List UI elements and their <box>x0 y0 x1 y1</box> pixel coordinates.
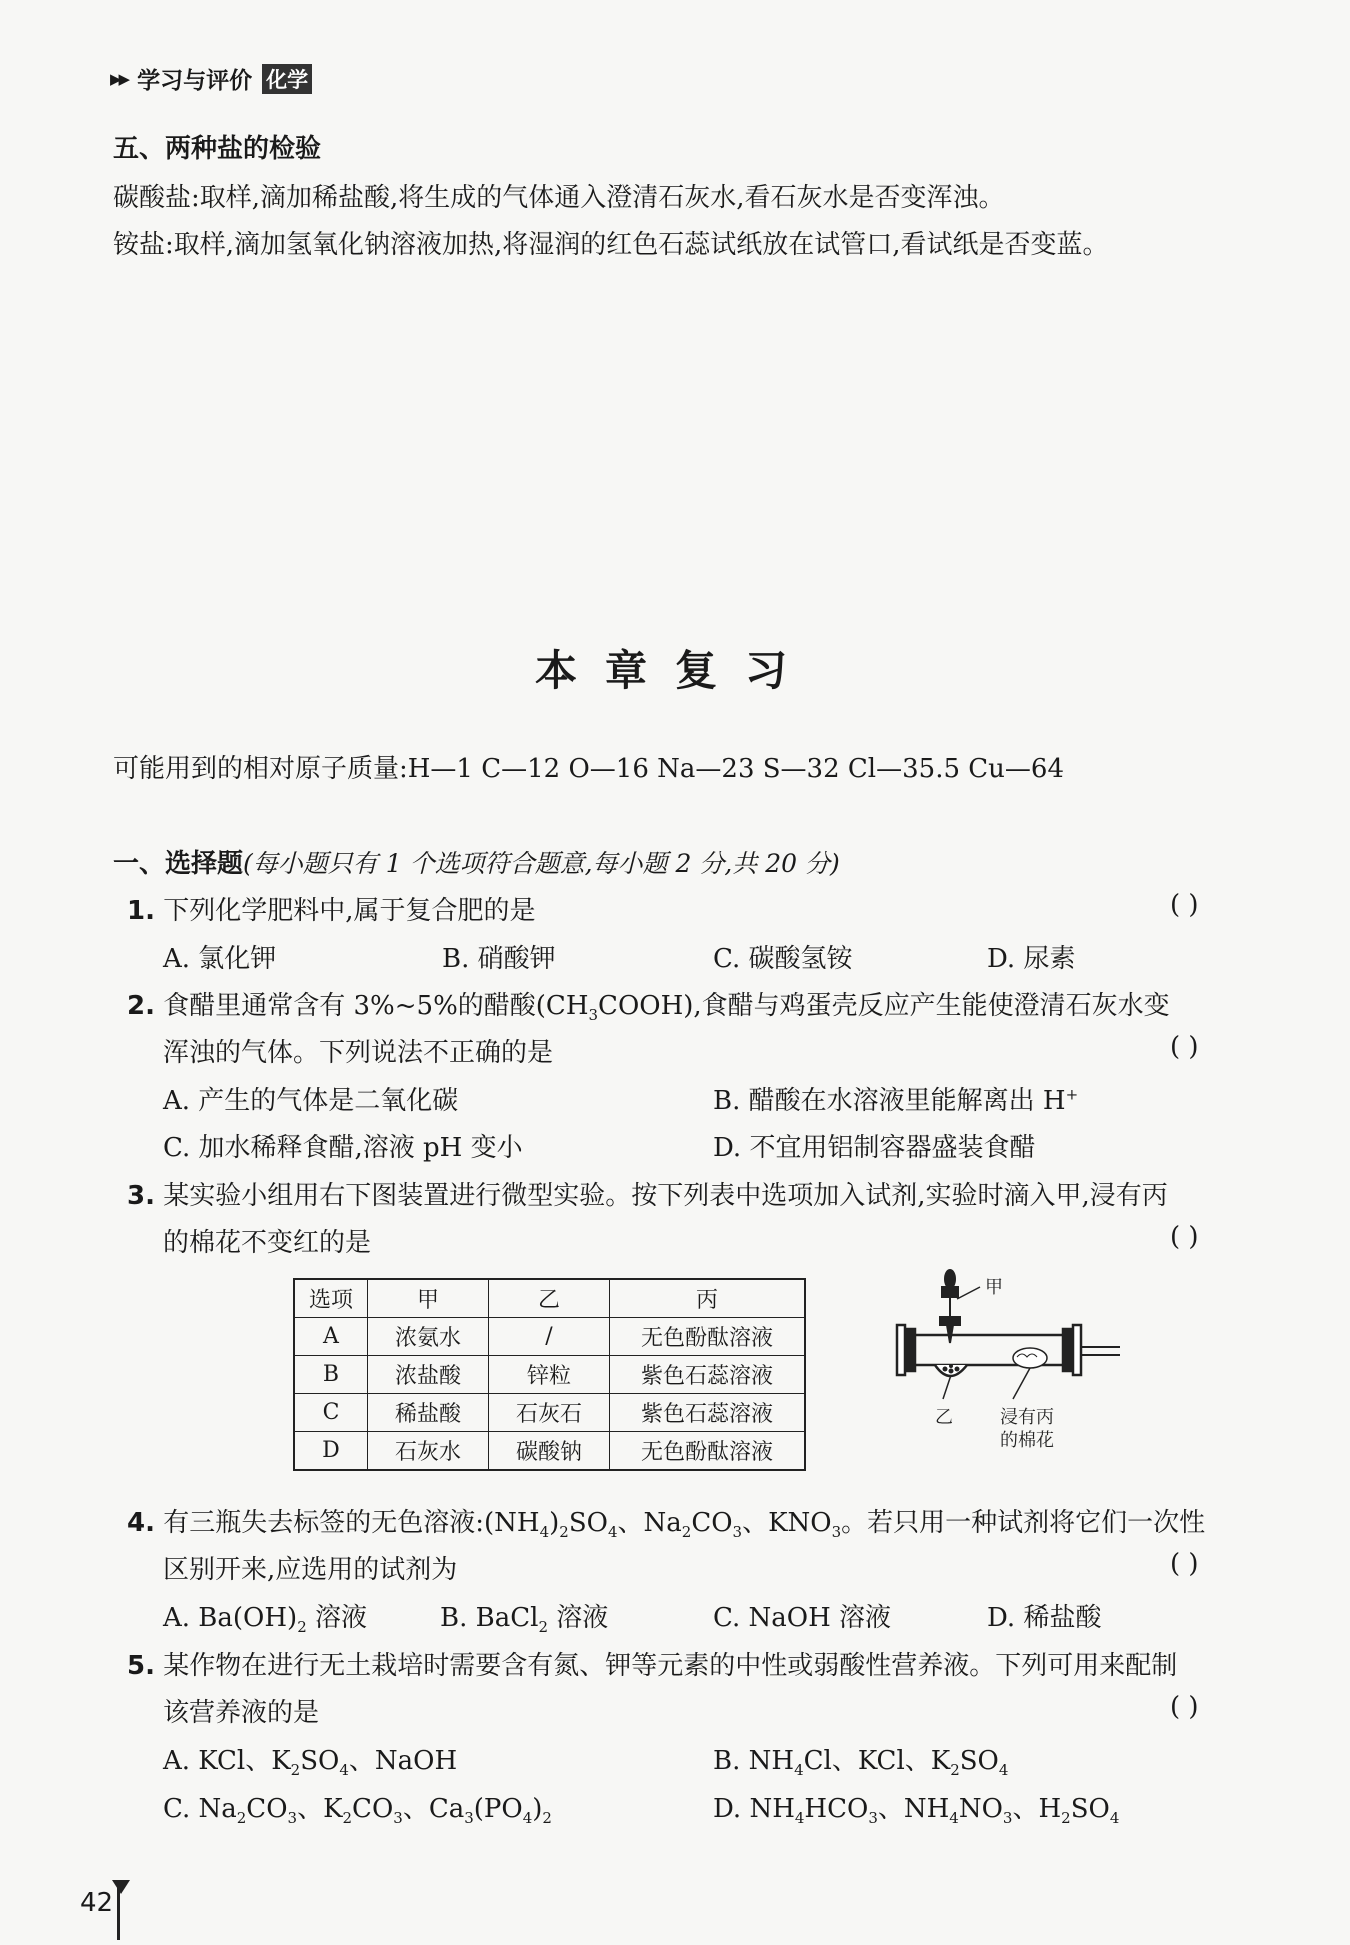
table-cell: 稀盐酸 <box>368 1394 489 1432</box>
options-table <box>293 1278 806 1471</box>
label-yi: 乙 <box>935 1407 953 1428</box>
table-cell: B <box>294 1356 368 1394</box>
option-b: B. 硝酸钾 <box>442 944 556 974</box>
question-2: 2. 食醋里通常含有 3%~5%的醋酸$(CH_3COOH)$,食醋与鸡蛋壳反应产生能使澄清石灰水变 <box>127 991 1170 1025</box>
question-stem-line2: 浑浊的气体。下列说法不正确的是 <box>163 1038 554 1068</box>
option-c: C. 加水稀释食醋,溶液 pH 变小 <box>163 1133 523 1163</box>
part-heading <box>113 843 840 880</box>
table-cell: A <box>294 1318 368 1356</box>
table-header: 乙 <box>489 1279 610 1318</box>
horizontal-tube-icon <box>897 1325 1120 1376</box>
subject-tag: 化学 <box>262 64 312 94</box>
question-5 <box>127 1645 1177 1682</box>
section-title: 五、两种盐的检验 <box>113 134 322 164</box>
table-cell: / <box>489 1318 610 1356</box>
option-a: A. $Ba(OH)_2$ 溶液 <box>163 1603 368 1637</box>
table-row <box>294 1356 805 1394</box>
question-stem-line2: 区别开来,应选用的试剂为 <box>163 1555 458 1585</box>
table-header: 选项 <box>294 1279 368 1318</box>
option-c: C. 碳酸氢铵 <box>713 944 853 974</box>
option-c: C. $Na_2CO_3$、$K_2CO_3$、$Ca_3(PO_4)_2$ <box>163 1794 552 1828</box>
cotton-ball-icon <box>1013 1348 1047 1368</box>
table-row <box>294 1318 805 1356</box>
label-cotton-2: 的棉花 <box>1000 1430 1054 1451</box>
question-1 <box>127 890 536 927</box>
question-4: 4. 有三瓶失去标签的无色溶液$:(NH_4)_2SO_4$、$Na_2CO_3$、$KNO_3$。若只用一种试剂将它们一次性 <box>127 1508 1206 1542</box>
double-arrow-icon: ▶▶ <box>110 69 128 88</box>
question-stem-line2: 的棉花不变红的是 <box>163 1228 372 1258</box>
question-number: 5. <box>127 1651 155 1681</box>
atomic-masses: 可能用到的相对原子质量:H—1 C—12 O—16 Na—23 S—32 Cl—35.5 Cu—64 <box>113 754 1064 784</box>
option-b: B. 醋酸在水溶液里能解离出 H+ <box>713 1085 1079 1116</box>
table-cell: 浓盐酸 <box>368 1356 489 1394</box>
option-d: D. $NH_4HCO_3$、$NH_4NO_3$、$H_2SO_4$ <box>713 1794 1120 1828</box>
page-marker-triangle-icon <box>112 1880 130 1894</box>
question-stem: 某作物在进行无土栽培时需要含有氮、钾等元素的中性或弱酸性营养液。下列可用来配制 <box>163 1651 1178 1681</box>
option-a-text: A. Ba(OH) <box>163 1603 298 1633</box>
option-a: A. KCl、$K_2SO_4$、NaOH <box>163 1746 458 1780</box>
answer-blank[interactable]: ( ) <box>1170 1692 1199 1722</box>
option-a: A. 产生的气体是二氧化碳 <box>163 1086 459 1116</box>
answer-blank[interactable]: ( ) <box>1170 1222 1199 1252</box>
part-note: (每小题只有 1 个选项符合题意,每小题 2 分,共 20 分) <box>243 849 840 878</box>
option-d: D. 不宜用铝制容器盛装食醋 <box>713 1133 1036 1163</box>
table-cell: 无色酚酞溶液 <box>610 1318 806 1356</box>
dropper-icon <box>940 1270 960 1343</box>
chapter-title: 本章复习 <box>534 646 815 695</box>
table-cell: 锌粒 <box>489 1356 610 1394</box>
question-number: 1. <box>127 896 155 926</box>
table-header: 甲 <box>368 1279 489 1318</box>
question-stem: 食醋里通常含有 3%~5%的醋酸(CH <box>163 991 589 1021</box>
option-d: D. 稀盐酸 <box>987 1603 1102 1633</box>
table-cell: 石灰石 <box>489 1394 610 1432</box>
table-cell: 紫色石蕊溶液 <box>610 1356 806 1394</box>
book-header <box>110 62 312 95</box>
label-jia: 甲 <box>985 1277 1003 1298</box>
ammonium-test: 铵盐:取样,滴加氢氧化钠溶液加热,将湿润的红色石蕊试纸放在试管口,看试纸是否变蓝。 <box>113 230 1109 260</box>
question-number: 4. <box>127 1508 155 1538</box>
option-c: C. NaOH 溶液 <box>713 1603 892 1633</box>
answer-blank[interactable]: ( ) <box>1170 1549 1199 1579</box>
table-row <box>294 1394 805 1432</box>
table-cell: 紫色石蕊溶液 <box>610 1394 806 1432</box>
answer-blank[interactable]: ( ) <box>1170 890 1199 920</box>
table-header: 丙 <box>610 1279 806 1318</box>
label-cotton-1: 浸有丙 <box>1000 1407 1054 1428</box>
answer-blank[interactable]: ( ) <box>1170 1032 1199 1062</box>
table-cell: D <box>294 1432 368 1471</box>
option-a: A. 氯化钾 <box>163 944 277 974</box>
table-header-row <box>294 1279 805 1318</box>
option-b: B. $NH_4Cl$、KCl、$K_2SO_4$ <box>713 1746 1009 1780</box>
question-number: 2. <box>127 991 155 1021</box>
option-b: B. BaCl$_2$ 溶液 <box>440 1603 609 1637</box>
question-stem-line2: 该营养液的是 <box>163 1698 320 1728</box>
page-number: 42 <box>80 1888 114 1918</box>
apparatus-figure <box>895 1265 1135 1455</box>
question-stem: 某实验小组用右下图装置进行微型实验。按下列表中选项加入试剂,实验时滴入甲,浸有丙 <box>163 1181 1168 1211</box>
series-title: 学习与评价 <box>137 68 253 94</box>
table-cell: 石灰水 <box>368 1432 489 1471</box>
option-d: D. 尿素 <box>987 944 1076 974</box>
question-stem: 下列化学肥料中,属于复合肥的是 <box>163 896 536 926</box>
table-cell: 碳酸钠 <box>489 1432 610 1471</box>
table-row <box>294 1432 805 1471</box>
part-label: 一、选择题 <box>113 849 244 879</box>
question-number: 3. <box>127 1181 155 1211</box>
option-b-text: B. 醋酸在水溶液里能解离出 H <box>713 1086 1066 1116</box>
question-3 <box>127 1175 1168 1212</box>
table-cell: 无色酚酞溶液 <box>610 1432 806 1471</box>
table-cell: C <box>294 1394 368 1432</box>
option-b-text: B. BaCl <box>440 1603 539 1633</box>
table-cell: 浓氨水 <box>368 1318 489 1356</box>
carbonate-test: 碳酸盐:取样,滴加稀盐酸,将生成的气体通入澄清石灰水,看石灰水是否变浑浊。 <box>113 183 1005 213</box>
question-stem-cont: COOH),食醋与鸡蛋壳反应产生能使澄清石灰水变 <box>598 991 1170 1021</box>
